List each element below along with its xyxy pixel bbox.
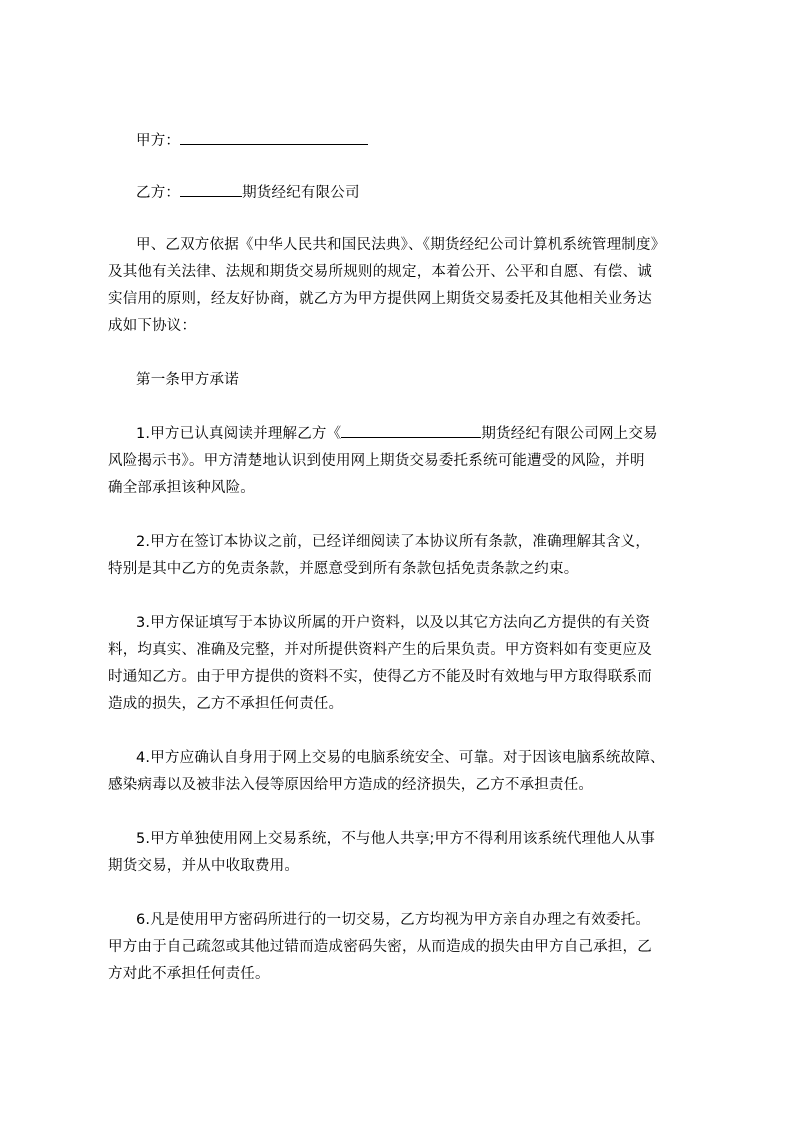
party-b-suffix: 期货经纪有限公司 [242,185,360,201]
preamble-line-2: 及其他有关法律、法规和期货交易所规则的规定，本着公开、公平和自愿、有偿、诚 [108,264,652,280]
party-b-line [136,184,736,202]
clause-5-line-2: 期货交易，并从中收取费用。 [108,858,300,874]
clause-2-line-1: 2.甲方在签订本协议之前，已经详细阅读了本协议所有条款，准确理解其含义， [136,534,651,550]
clause-5-line-1: 5.甲方单独使用网上交易系统，不与他人共享;甲方不得利用该系统代理他人从事 [136,831,656,847]
clause-3-line-3: 时通知乙方。由于甲方提供的资料不实，使得乙方不能及时有效地与甲方取得联系而 [108,669,652,685]
clause-6-line-2: 甲方由于自己疏忽或其他过错而造成密码失密，从而造成的损失由甲方自己承担，乙 [108,939,652,955]
clause-3-line-4: 造成的损失，乙方不承担任何责任。 [108,696,344,712]
clause-1-suffix: 期货经纪有限公司网上交易 [481,426,658,442]
clause-4-line-1: 4.甲方应确认自身用于网上交易的电脑系统安全、可靠。对于因该电脑系统故障、 [136,750,665,766]
clause-4-line-2: 感染病毒以及被非法入侵等原因给甲方造成的经济损失，乙方不承担责任。 [108,777,594,793]
party-b-label: 乙方： [136,185,181,201]
party-b-blank [180,184,242,197]
party-a-blank [180,132,368,145]
clause-1-line-1 [136,425,736,443]
clause-2-line-2: 特别是其中乙方的免责条款，并愿意受到所有条款包括免责条款之约束。 [108,561,579,577]
preamble-line-1: 甲、乙双方依据《中华人民共和国民法典》、《期货经纪公司计算机系统管理制度》 [136,237,666,253]
party-a-label: 甲方： [136,133,181,149]
preamble-line-3: 实信用的原则，经友好协商，就乙方为甲方提供网上期货交易委托及其他相关业务达 [108,291,652,307]
clause-1-line-2: 风险揭示书》。甲方清楚地认识到使用网上期货交易委托系统可能遭受的风险，并明 [108,453,645,469]
party-a-line [136,132,736,150]
article-1-title: 第一条甲方承诺 [136,372,239,388]
clause-6-line-3: 方对此不承担任何责任。 [108,966,270,982]
clause-6-line-1: 6.凡是使用甲方密码所进行的一切交易，乙方均视为甲方亲自办理之有效委托。 [136,912,651,928]
preamble-line-4: 成如下协议： [108,318,197,334]
clause-1-blank [341,425,481,438]
clause-1-prefix: 1.甲方已认真阅读并理解乙方《 [136,426,342,442]
clause-3-line-1: 3.甲方保证填写于本协议所属的开户资料，以及以其它方法向乙方提供的有关资 [136,615,651,631]
clause-1-line-3: 确全部承担该种风险。 [108,480,255,496]
clause-3-line-2: 料，均真实、准确及完整，并对所提供资料产生的后果负责。甲方资料如有变更应及 [108,642,652,658]
